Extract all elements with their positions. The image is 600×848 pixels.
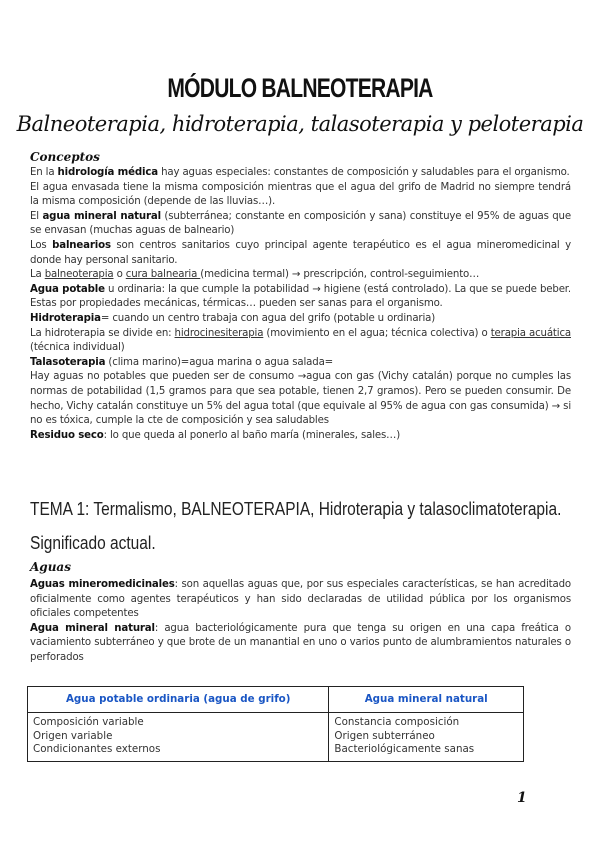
page-number: 1 xyxy=(517,790,527,806)
table-cell xyxy=(329,713,524,762)
cell-line: Condicionantes externos xyxy=(33,743,161,755)
paragraph: El agua envasada tiene la misma composición mientras que el agua del grifo de Madrid no siempre tendrá la misma composición (depende de las lluvias…). xyxy=(30,181,571,208)
cell-line: Composición variable xyxy=(33,716,144,728)
cell-line: Origen variable xyxy=(33,729,113,742)
aguas-body xyxy=(30,578,571,666)
paragraph: El agua mineral natural (subterránea; constante en composición y sana) constituye el 95% de aguas que se envasan (muchas aguas de balneario) xyxy=(30,210,571,237)
paragraph: Talasoterapia (clima marino)=agua marina o agua salada= xyxy=(30,356,334,368)
paragraph: Hidroterapia= cuando un centro trabaja con agua del grifo (potable u ordinaria) xyxy=(30,312,436,324)
conceptos-body xyxy=(30,166,571,443)
paragraph: En la hidrología médica hay aguas especiales: constantes de composición y saludables para el organismo. xyxy=(30,167,570,178)
tema-heading: TEMA 1: Termalismo, BALNEOTERAPIA, Hidroterapia y talasoclimatoterapia. Significado actual. xyxy=(30,499,562,553)
paragraph: Agua potable u ordinaria: la que cumple la potabilidad → higiene (está controlado). La que se puede beber. Estas por propiedades mecánicas, térmicas… pueden ser sanas para el organismo. xyxy=(30,283,572,310)
paragraph: Aguas mineromedicinales: son aquellas aguas que, por sus especiales características, se han acreditado oficialmente como agentes terapéuticos y han sido declaradas de utilidad pública por los organismos oficiales competentes xyxy=(30,579,571,620)
cell-line: Constancia composición xyxy=(334,716,460,728)
column-header: Agua mineral natural xyxy=(329,687,524,713)
cell-line: Bacteriológicamente sanas xyxy=(334,743,475,755)
table-cell xyxy=(28,713,329,762)
cell-line: Origen subterráneo xyxy=(334,729,435,742)
document-subtitle: Balneoterapia, hidroterapia, talasoterapia y peloterapia xyxy=(16,112,584,136)
paragraph: Los balnearios son centros sanitarios cuyo principal agente terapéutico es el agua mineromedicinal y donde hay personal sanitario. xyxy=(30,239,571,266)
column-header: Agua potable ordinaria (agua de grifo) xyxy=(28,687,329,713)
paragraph: Hay aguas no potables que pueden ser de consumo →agua con gas (Vichy catalán) porque no cumples las normas de potabilidad (1,5 gramos para que sea potable, tienen 2,7 gramos). Pero se pueden consumir. De hecho, Vichy catalán constituye un 5% del agua total (que equivale al 95% de agua con gas consumida) → si no es tóxica, cumple la cte de composición y sea saludables xyxy=(30,371,571,427)
section-heading-conceptos: Conceptos xyxy=(30,150,100,164)
paragraph: La balneoterapia o cura balnearia (medicina termal) → prescripción, control-seguimiento… xyxy=(30,269,480,281)
document-title: MÓDULO BALNEOTERAPIA xyxy=(167,73,433,103)
paragraph: Agua mineral natural: agua bacteriológicamente pura que tenga su origen en una capa freática o vaciamiento subterráneo y que brote de un manantial en uno o varios punto de alumbramientos naturales o perforados xyxy=(30,622,571,663)
section-heading-aguas: Aguas xyxy=(30,560,71,574)
paragraph: Residuo seco: lo que queda al ponerlo al baño maría (minerales, sales…) xyxy=(30,429,401,441)
comparison-table xyxy=(27,686,524,762)
paragraph: La hidroterapia se divide en: hidrocinesiterapia (movimiento en el agua; técnica colectiva) o terapia acuática (técnica individual) xyxy=(30,327,571,354)
